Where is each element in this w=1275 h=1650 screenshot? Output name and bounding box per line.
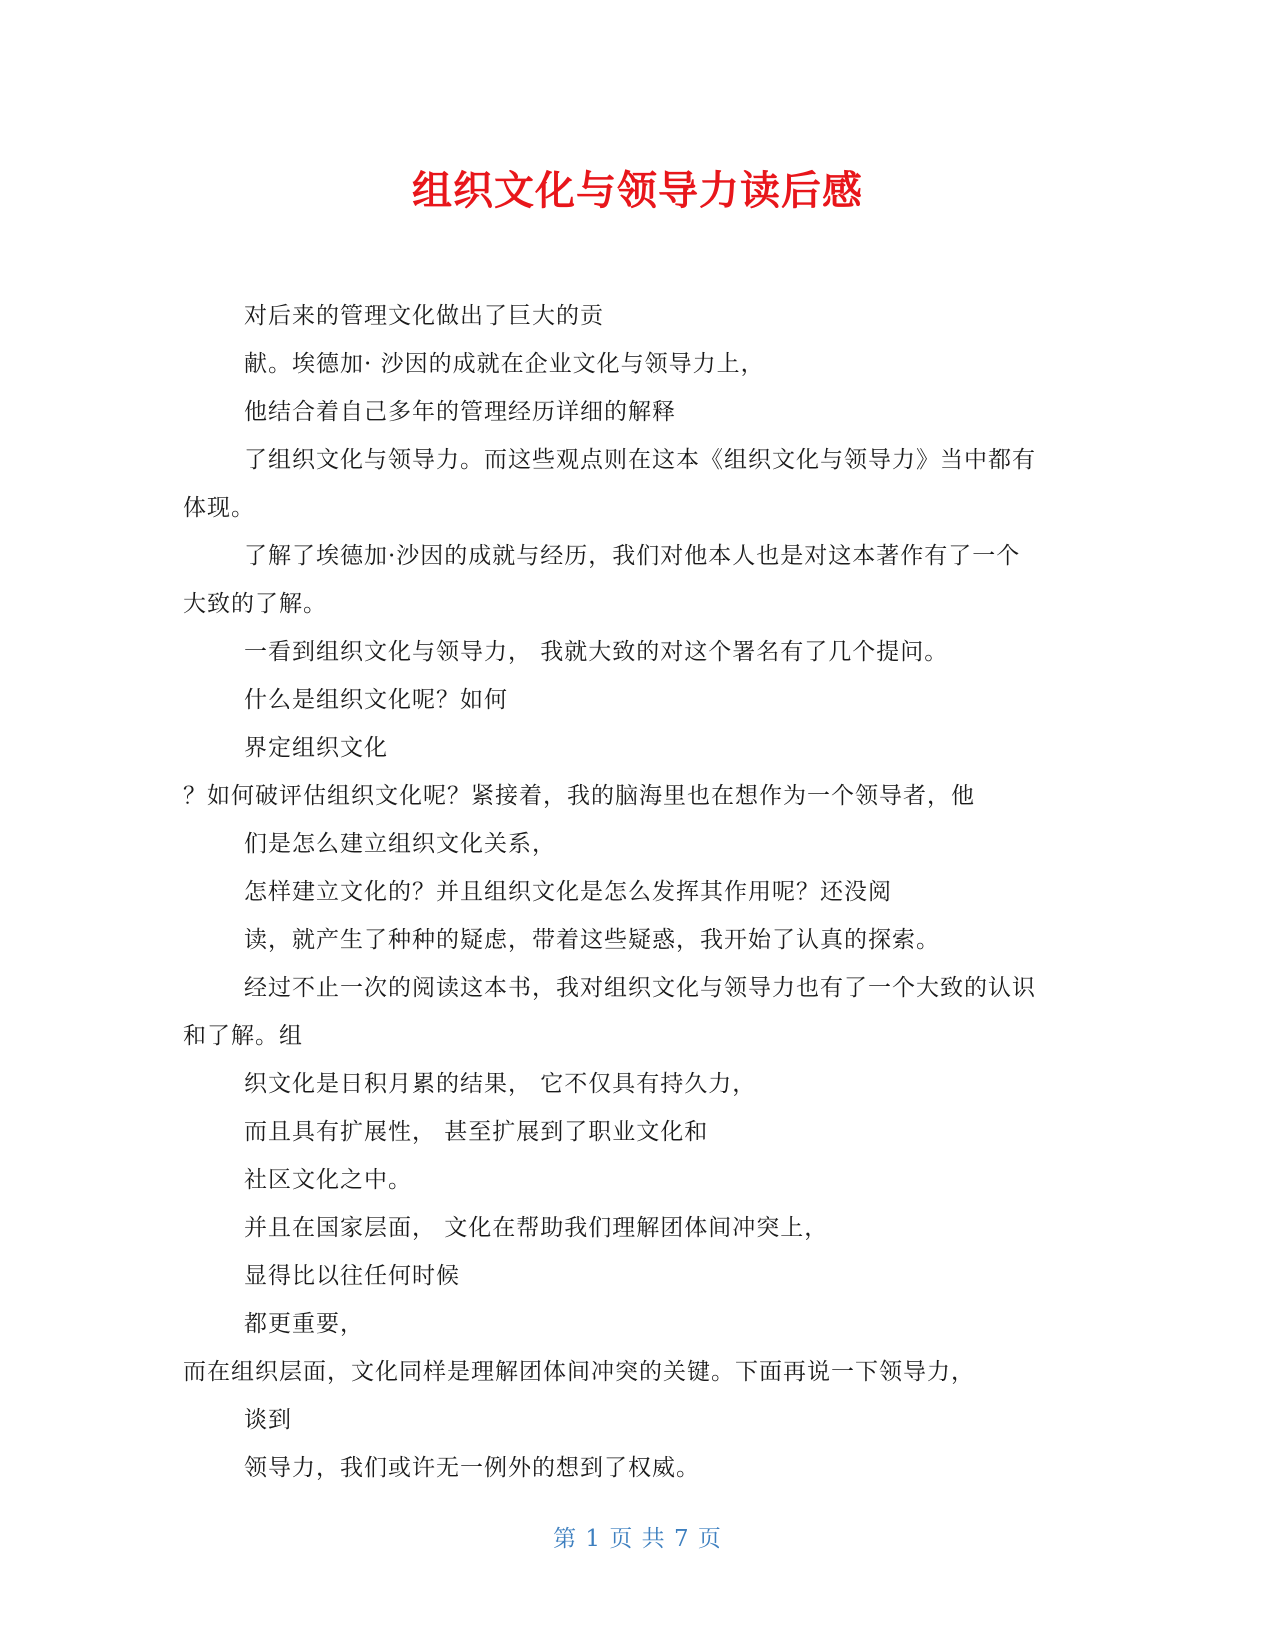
body-line: 谈到 — [244, 1407, 292, 1433]
body-line: 怎样建立文化的？并且组织文化是怎么发挥其作用呢？还没阅 — [244, 879, 892, 905]
body-line: 显得比以往任何时候 — [244, 1263, 460, 1289]
body-line: 们是怎么建立组织文化关系， — [244, 831, 556, 857]
body-line: 领导力，我们或许无一例外的想到了权威。 — [244, 1455, 700, 1481]
body-line: 社区文化之中。 — [244, 1167, 412, 1193]
body-line: 经过不止一次的阅读这本书，我对组织文化与领导力也有了一个大致的认识 — [244, 975, 1036, 1001]
body-line: 而在组织层面，文化同样是理解团体间冲突的关键。下面再说一下领导力， — [183, 1359, 975, 1385]
body-line: 读，就产生了种种的疑虑，带着这些疑惑，我开始了认真的探索。 — [244, 927, 940, 953]
body-line: 一看到组织文化与领导力， 我就大致的对这个署名有了几个提问。 — [244, 639, 949, 665]
body-line: 和了解。组 — [183, 1023, 303, 1049]
document-body — [183, 292, 1083, 1492]
body-line: 什么是组织文化呢？如何 — [244, 687, 508, 713]
body-line: 而且具有扩展性， 甚至扩展到了职业文化和 — [244, 1119, 709, 1145]
body-line: 了解了埃德加·沙因的成就与经历，我们对他本人也是对这本著作有了一个 — [244, 543, 1021, 569]
body-line: 他结合着自己多年的管理经历详细的解释 — [244, 399, 676, 425]
body-line: 献。埃德加· 沙因的成就在企业文化与领导力上， — [244, 351, 765, 377]
body-line: 织文化是日积月累的结果， 它不仅具有持久力， — [244, 1071, 757, 1097]
body-line: ？如何破评估组织文化呢？紧接着，我的脑海里也在想作为一个领导者，他 — [183, 783, 975, 809]
page-number-footer: 第 1 页 共 7 页 — [553, 1526, 722, 1552]
body-line: 并且在国家层面， 文化在帮助我们理解团体间冲突上， — [244, 1215, 829, 1241]
body-line: 界定组织文化 — [244, 735, 388, 761]
body-line: 大致的了解。 — [183, 591, 327, 617]
body-line: 了组织文化与领导力。而这些观点则在这本《组织文化与领导力》当中都有 — [244, 447, 1036, 473]
body-line: 体现。 — [183, 495, 255, 521]
document-title: 组织文化与领导力读后感 — [412, 168, 863, 214]
body-line: 都更重要， — [244, 1311, 364, 1337]
body-line: 对后来的管理文化做出了巨大的贡 — [244, 303, 604, 329]
